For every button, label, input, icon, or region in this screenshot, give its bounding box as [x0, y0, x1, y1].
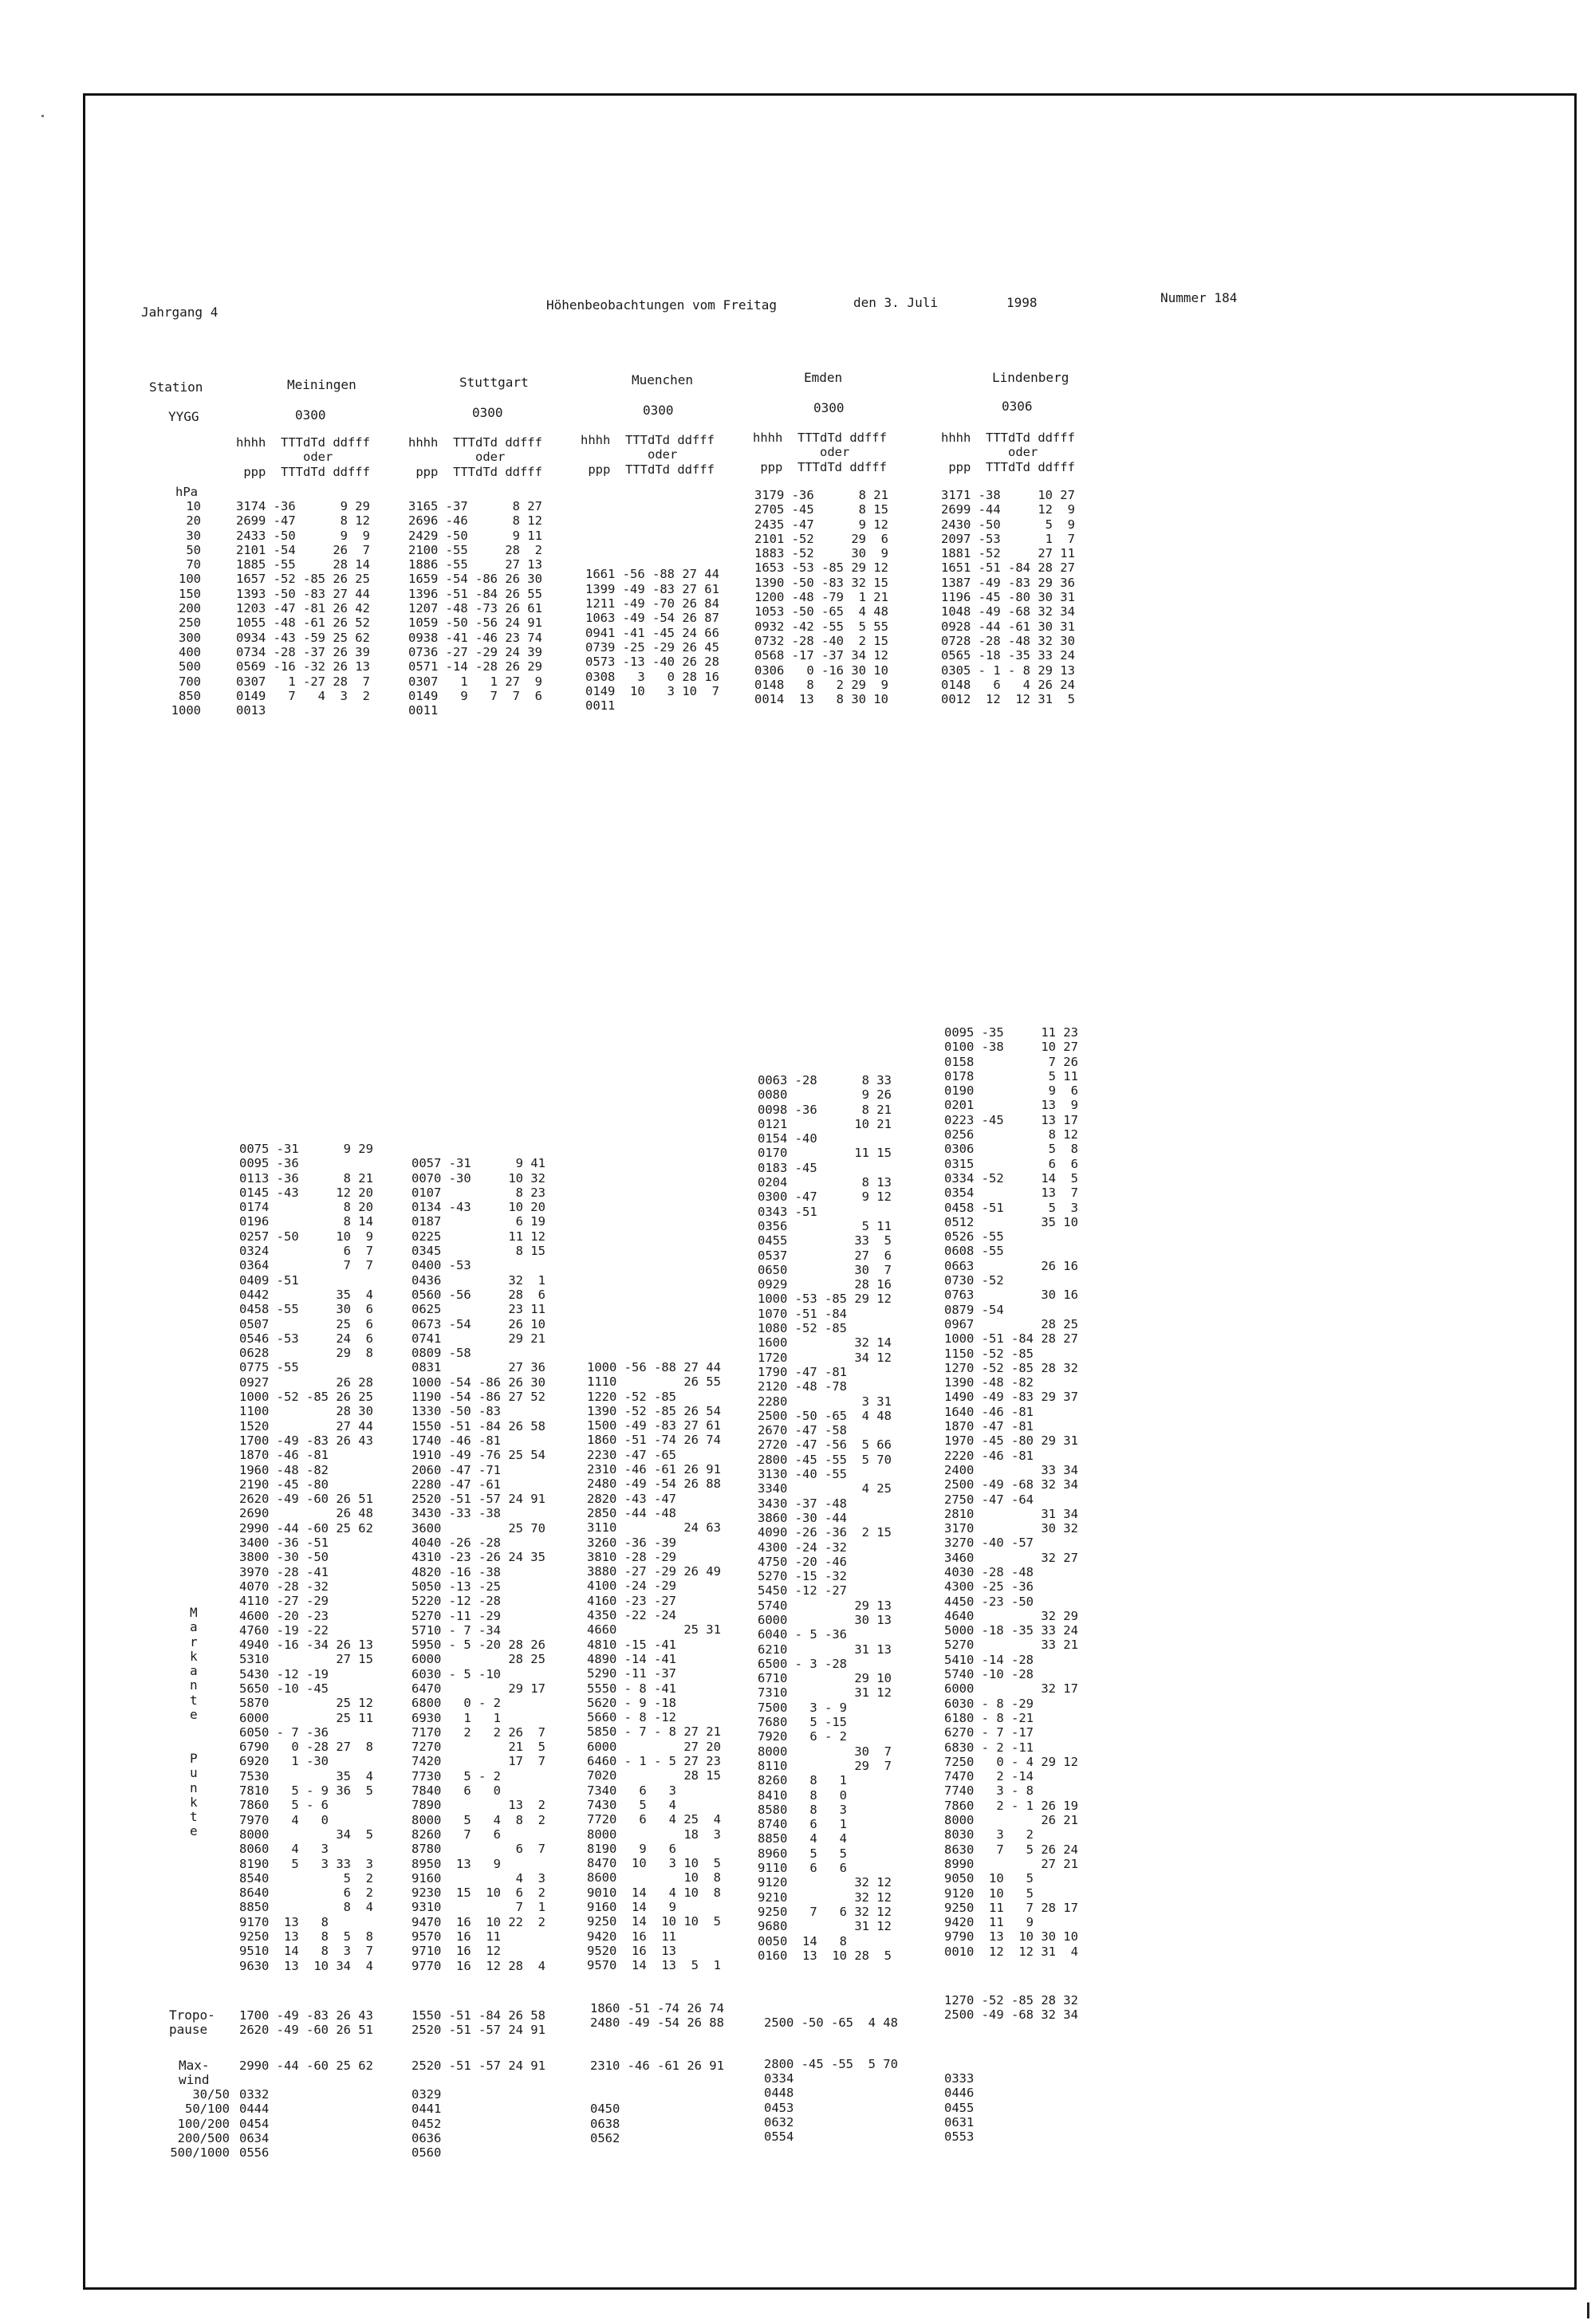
tropopause-values: 2500 -50 -65 4 48: [764, 2015, 898, 2031]
station-yygg: 0300: [472, 405, 503, 420]
station-yygg: 0300: [813, 400, 845, 415]
station-name: Emden: [804, 370, 843, 385]
station-yygg: 0300: [295, 407, 326, 423]
maxwind-values: 2800 -45 -55 5 70: [764, 2057, 898, 2071]
station-label: Station: [149, 379, 203, 395]
nummer: Nummer 184: [1160, 290, 1238, 305]
station-yygg: 0300: [643, 403, 674, 418]
maxwind-values: 2990 -44 -60 25 62: [239, 2059, 373, 2073]
significant-levels-table: 0075 -31 9 29 0095 -36 0113 -36 8 21 0145 -43 12 20 0174 8 20 0196 8 14 0257 -50 10 9 0324 6 7 0364 7 7 0409 -51 0442 35 4 0458 -55 30 6 0507 25 6 0546 -53 24 6 0628 29 8 0775 -55 0927 26 28 1000 -52 -85 26 25 1100 28 30 1520 27 44 1700 -49 -83 26 43 1870 -46 -81 1960 -48 -82 2190 -45 -80 2620 -49 -60 26 51 2690 26 48 2990 -44 -60 25 62 3400 -36 -51 3800 -30 -50 3970 -28 -41 4070 -28 -32 4110 -27 -29 4600 -20 -23 4760 -19 -22 4940 -16 -34 26 13 5310 27 15 5430 -12 -19 5650 -10 -45 5870 25 12 6000 25 11 6050 - 7 -36 6790 0 -28 27 8 6920 1 -30 7530 35 4 7810 5 - 9 36 5 7860 5 - 6 7970 4 0 8000 34 5 8060 4 3 8190 5 3 33 3 8540 5 2 8640 6 2 8850 8 4 9170 13 8 9250 13 8 5 8 9510 14 8 3 7 9630 13 10 34 4: [239, 1142, 373, 1973]
date: den 3. Juli: [853, 295, 938, 310]
scan-speck: [1587, 2302, 1589, 2318]
column-headers: hhhh TTTdTd ddfff oder ppp TTTdTd ddfff: [753, 431, 887, 474]
maxwind-label: Max- wind: [179, 2058, 210, 2088]
hpa-label: hPa: [175, 485, 198, 499]
shear-layer-labels: 30/50 50/100 100/200 200/500 500/1000: [170, 2087, 230, 2161]
pressure-levels: 10 20 30 50 70 100 150 200 250 300 400 500 700 850 1000: [171, 499, 201, 718]
significant-levels-table: 1000 -56 -88 27 44 1110 26 55 1220 -52 -85 1390 -52 -85 26 54 1500 -49 -83 27 61 1860 -51 -74 26 74 2230 -47 -65 2310 -46 -61 26 91 2480 -49 -54 26 88 2820 -43 -47 2850 -44 -48 3110 24 63 3260 -36 -39 3810 -28 -29 3880 -27 -29 26 49 4100 -24 -29 4160 -23 -27 4350 -22 -24 4660 25 31 4810 -15 -41 4890 -14 -41 5290 -11 -37 5550 - 8 -41 5620 - 9 -18 5660 - 8 -12 5850 - 7 - 8 27 21 6000 27 20 6460 - 1 - 5 27 23 7020 28 15 7340 6 3 7430 5 4 7720 6 4 25 4 8000 18 3 8190 9 6 8470 10 3 10 5 8600 10 8 9010 14 4 10 8 9160 14 9 9250 14 10 10 5 9420 16 11 9520 16 13 9570 14 13 5 1: [587, 1360, 721, 1973]
shear-values: 0333 0446 0455 0631 0553: [944, 2071, 975, 2145]
significant-levels-table: 0095 -35 11 23 0100 -38 10 27 0158 7 26 0178 5 11 0190 9 6 0201 13 9 0223 -45 13 17 0256 8 12 0306 5 8 0315 6 6 0334 -52 14 5 0354 13 7 0458 -51 5 3 0512 35 10 0526 -55 0608 -55 0663 26 16 0730 -52 0763 30 16 0879 -54 0967 28 25 1000 -51 -84 28 27 1150 -52 -85 1270 -52 -85 28 32 1390 -48 -82 1490 -49 -83 29 37 1640 -46 -81 1870 -47 -81 1970 -45 -80 29 31 2220 -46 -81 2400 33 34 2500 -49 -68 32 34 2750 -47 -64 2810 31 34 3170 30 32 3270 -40 -57 3460 32 27 4030 -28 -48 4300 -25 -36 4450 -23 -50 4640 32 29 5000 -18 -35 33 24 5270 33 21 5410 -14 -28 5740 -10 -28 6000 32 17 6030 - 8 -29 6180 - 8 -21 6270 - 7 -17 6830 - 2 -11 7250 0 - 4 29 12 7470 2 -14 7740 3 - 8 7860 2 - 1 26 19 8000 26 21 8030 3 2 8630 7 5 26 24 8990 27 21 9050 10 5 9120 10 5 9250 11 7 28 17 9420 11 9 9790 13 10 30 10 0010 12 12 31 4: [944, 1025, 1078, 1959]
maxwind-values: 2310 -46 -61 26 91: [590, 2059, 724, 2073]
station-name: Stuttgart: [459, 375, 529, 390]
tropopause-values: 1270 -52 -85 28 32 2500 -49 -68 32 34: [944, 1993, 1078, 2023]
station-name: Meiningen: [287, 377, 356, 392]
shear-values: 0334 0448 0453 0632 0554: [764, 2071, 794, 2145]
standard-levels-table: 3171 -38 10 27 2699 -44 12 9 2430 -50 5 9 2097 -53 1 7 1881 -52 27 11 1651 -51 -84 28 27 1387 -49 -83 29 36 1196 -45 -80 30 31 1048 -49 -68 32 34 0928 -44 -61 30 31 0728 -28 -48 32 30 0565 -18 -35 33 24 0305 - 1 - 8 29 13 0148 6 4 26 24 0012 12 12 31 5: [941, 488, 1075, 707]
station-name: Lindenberg: [992, 370, 1069, 385]
tropopause-values: 1550 -51 -84 26 58 2520 -51 -57 24 91: [412, 2008, 545, 2038]
station-yygg: 0306: [1002, 399, 1033, 414]
standard-levels-table: 3165 -37 8 27 2696 -46 8 12 2429 -50 9 11 2100 -55 28 2 1886 -55 27 13 1659 -54 -86 26 30 1396 -51 -84 26 55 1207 -48 -73 26 61 1059 -50 -56 24 91 0938 -41 -46 23 74 0736 -27 -29 24 39 0571 -14 -28 26 29 0307 1 1 27 9 0149 9 7 7 6 0011: [408, 499, 542, 718]
shear-values: 0332 0444 0454 0634 0556: [239, 2087, 270, 2161]
tropopause-values: 1700 -49 -83 26 43 2620 -49 -60 26 51: [239, 2008, 373, 2038]
tropopause-values: 1860 -51 -74 26 74 2480 -49 -54 26 88: [590, 2001, 724, 2031]
shear-values: 0450 0638 0562: [590, 2102, 620, 2145]
yygg-label: YYGG: [168, 409, 199, 424]
column-headers: hhhh TTTdTd ddfff oder ppp TTTdTd ddfff: [941, 431, 1075, 474]
markante-punkte-label: M a r k a n t e P u n k t e: [190, 1605, 198, 1839]
tropopause-label: Tropo- pause: [169, 2007, 215, 2038]
jahrgang: Jahrgang 4: [141, 305, 219, 320]
column-headers: hhhh TTTdTd ddfff oder ppp TTTdTd ddfff: [236, 435, 370, 479]
standard-levels-table: 3174 -36 9 29 2699 -47 8 12 2433 -50 9 9 2101 -54 26 7 1885 -55 28 14 1657 -52 -85 26 25 1393 -50 -83 27 44 1203 -47 -81 26 42 1055 -48 -61 26 52 0934 -43 -59 25 62 0734 -28 -37 26 39 0569 -16 -32 26 13 0307 1 -27 28 7 0149 7 4 3 2 0013: [236, 499, 370, 718]
year: 1998: [1006, 295, 1038, 310]
column-headers: hhhh TTTdTd ddfff oder ppp TTTdTd ddfff: [408, 435, 542, 479]
significant-levels-table: 0063 -28 8 33 0080 9 26 0098 -36 8 21 0121 10 21 0154 -40 0170 11 15 0183 -45 0204 8 13 0300 -47 9 12 0343 -51 0356 5 11 0455 33 5 0537 27 6 0650 30 7 0929 28 16 1000 -53 -85 29 12 1070 -51 -84 1080 -52 -85 1600 32 14 1720 34 12 1790 -47 -81 2120 -48 -78 2280 3 31 2500 -50 -65 4 48 2670 -47 -58 2720 -47 -56 5 66 2800 -45 -55 5 70 3130 -40 -55 3340 4 25 3430 -37 -48 3860 -30 -44 4090 -26 -36 2 15 4300 -24 -32 4750 -20 -46 5270 -15 -32 5450 -12 -27 5740 29 13 6000 30 13 6040 - 5 -36 6210 31 13 6500 - 3 -28 6710 29 10 7310 31 12 7500 3 - 9 7680 5 -15 7920 6 - 2 8000 30 7 8110 29 7 8260 8 1 8410 8 0 8580 8 3 8740 6 1 8850 4 4 8960 5 5 9110 6 6 9120 32 12 9210 32 12 9250 7 6 32 12 9680 31 12 0050 14 8 0160 13 10 28 5: [758, 1073, 892, 1963]
shear-values: 0329 0441 0452 0636 0560: [412, 2087, 442, 2161]
station-name: Muenchen: [632, 372, 694, 387]
standard-levels-table: 1661 -56 -88 27 44 1399 -49 -83 27 61 1211 -49 -70 26 84 1063 -49 -54 26 87 0941 -41 -45 24 66 0739 -25 -29 26 45 0573 -13 -40 26 28 0308 3 0 28 16 0149 10 3 10 7 0011: [585, 567, 719, 714]
column-headers: hhhh TTTdTd ddfff oder ppp TTTdTd ddfff: [581, 433, 715, 477]
maxwind-values: 2520 -51 -57 24 91: [412, 2059, 545, 2073]
scan-speck: [41, 115, 44, 117]
document-title: Höhenbeobachtungen vom Freitag: [546, 297, 777, 313]
significant-levels-table: 0057 -31 9 41 0070 -30 10 32 0107 8 23 0134 -43 10 20 0187 6 19 0225 11 12 0345 8 15 0400 -53 0436 32 1 0560 -56 28 6 0625 23 11 0673 -54 26 10 0741 29 21 0809 -58 0831 27 36 1000 -54 -86 26 30 1190 -54 -86 27 52 1330 -50 -83 1550 -51 -84 26 58 1740 -46 -81 1910 -49 -76 25 54 2060 -47 -71 2280 -47 -61 2520 -51 -57 24 91 3430 -33 -38 3600 25 70 4040 -26 -28 4310 -23 -26 24 35 4820 -16 -38 5050 -13 -25 5220 -12 -28 5270 -11 -29 5710 - 7 -34 5950 - 5 -20 28 26 6000 28 25 6030 - 5 -10 6470 29 17 6800 0 - 2 6930 1 1 7170 2 2 26 7 7270 21 5 7420 17 7 7730 5 - 2 7840 6 0 7890 13 2 8000 5 4 8 2 8260 7 6 8780 6 7 8950 13 9 9160 4 3 9230 15 10 6 2 9310 7 1 9470 16 10 22 2 9570 16 11 9710 16 12 9770 16 12 28 4: [412, 1156, 545, 1973]
standard-levels-table: 3179 -36 8 21 2705 -45 8 15 2435 -47 9 12 2101 -52 29 6 1883 -52 30 9 1653 -53 -85 29 12 1390 -50 -83 32 15 1200 -48 -79 1 21 1053 -50 -65 4 48 0932 -42 -55 5 55 0732 -28 -40 2 15 0568 -17 -37 34 12 0306 0 -16 30 10 0148 8 2 29 9 0014 13 8 30 10: [754, 488, 888, 707]
